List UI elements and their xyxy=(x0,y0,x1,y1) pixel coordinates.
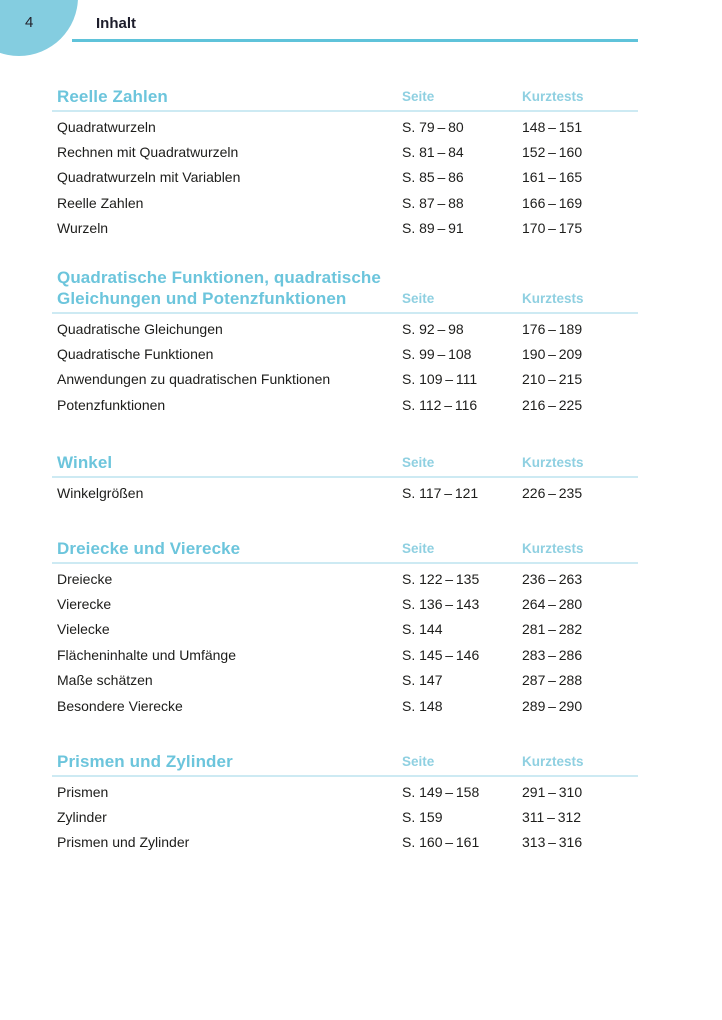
test-range: 166 – 169 xyxy=(522,194,583,211)
section-title: Quadratische Funktionen, quadratische Gleichungen und Potenzfunktionen xyxy=(57,268,381,308)
topic-label: Zylinder xyxy=(57,809,107,826)
page-range: S. 89 – 91 xyxy=(402,220,464,237)
page-range: S. 147 xyxy=(402,672,443,689)
page-column-header: Seite xyxy=(402,541,435,556)
page-range: S. 117 – 121 xyxy=(402,484,479,501)
tests-column-header: Kurztests xyxy=(522,754,584,769)
toc-section xyxy=(52,751,638,855)
toc-section xyxy=(52,538,638,718)
page-range: S. 112 – 116 xyxy=(402,396,478,413)
section-rows xyxy=(52,564,638,718)
page-number-circle xyxy=(0,0,78,56)
header-rule xyxy=(72,39,638,42)
test-range: 313 – 316 xyxy=(522,834,583,851)
toc-row xyxy=(52,668,638,693)
topic-label: Maße schätzen xyxy=(57,672,153,689)
page-range: S. 87 – 88 xyxy=(402,194,464,211)
topic-label: Winkelgrößen xyxy=(57,484,144,501)
page-title: Inhalt xyxy=(96,15,136,32)
toc-section xyxy=(52,86,638,241)
toc-row xyxy=(52,480,638,505)
toc-row xyxy=(52,642,638,667)
page-range: S. 122 – 135 xyxy=(402,570,480,587)
toc-row xyxy=(52,190,638,215)
test-range: 236 – 263 xyxy=(522,570,583,587)
test-range: 152 – 160 xyxy=(522,144,583,161)
topic-label: Reelle Zahlen xyxy=(57,194,144,211)
test-range: 291 – 310 xyxy=(522,783,583,800)
topic-label: Quadratische Gleichungen xyxy=(57,320,223,337)
test-range: 210 – 215 xyxy=(522,371,583,388)
section-header xyxy=(52,267,638,314)
page-column-header: Seite xyxy=(402,455,435,470)
section-title: Prismen und Zylinder xyxy=(57,752,233,771)
test-range: 176 – 189 xyxy=(522,320,583,337)
page-range: S. 79 – 80 xyxy=(402,118,464,135)
topic-label: Rechnen mit Quadratwurzeln xyxy=(57,144,239,161)
topic-label: Quadratwurzeln mit Variablen xyxy=(57,169,241,186)
toc-row xyxy=(52,617,638,642)
toc-row xyxy=(52,779,638,804)
toc-section xyxy=(52,452,638,505)
test-range: 226 – 235 xyxy=(522,484,583,501)
toc-row xyxy=(52,591,638,616)
toc-row xyxy=(52,367,638,392)
tests-column-header: Kurztests xyxy=(522,291,584,306)
test-range: 289 – 290 xyxy=(522,697,583,714)
topic-label: Potenzfunktionen xyxy=(57,396,166,413)
toc-row xyxy=(52,114,638,139)
tests-column-header: Kurztests xyxy=(522,89,584,104)
test-range: 161 – 165 xyxy=(522,169,583,186)
tests-column-header: Kurztests xyxy=(522,455,584,470)
section-header xyxy=(52,452,638,478)
test-range: 264 – 280 xyxy=(522,596,583,613)
topic-label: Quadratische Funktionen xyxy=(57,346,214,363)
topic-label: Vierecke xyxy=(57,596,112,613)
topic-label: Anwendungen zu quadratischen Funktionen xyxy=(57,371,331,388)
topic-label: Prismen xyxy=(57,783,109,800)
toc-row xyxy=(52,216,638,241)
page-range: S. 136 – 143 xyxy=(402,596,480,613)
page-number: 4 xyxy=(25,14,34,31)
test-range: 190 – 209 xyxy=(522,346,583,363)
page-range: S. 160 – 161 xyxy=(402,834,480,851)
toc-row xyxy=(52,139,638,164)
test-range: 216 – 225 xyxy=(522,396,583,413)
tests-column-header: Kurztests xyxy=(522,541,584,556)
page-range: S. 148 xyxy=(402,697,443,714)
section-title: Reelle Zahlen xyxy=(57,87,168,106)
page-column-header: Seite xyxy=(402,89,435,104)
section-header xyxy=(52,86,638,112)
toc-row xyxy=(52,693,638,718)
page-column-header: Seite xyxy=(402,291,435,306)
section-rows xyxy=(52,314,638,418)
section-rows xyxy=(52,777,638,855)
test-range: 170 – 175 xyxy=(522,220,583,237)
page-range: S. 92 – 98 xyxy=(402,320,464,337)
page-range: S. 85 – 86 xyxy=(402,169,464,186)
toc-row xyxy=(52,804,638,829)
section-header xyxy=(52,751,638,777)
page-range: S. 109 – 111 xyxy=(402,371,478,388)
section-header xyxy=(52,538,638,564)
toc-row xyxy=(52,341,638,366)
page-range: S. 145 – 146 xyxy=(402,646,480,663)
toc-row xyxy=(52,316,638,341)
topic-label: Wurzeln xyxy=(57,220,109,237)
page-range: S. 159 xyxy=(402,809,443,826)
topic-label: Dreiecke xyxy=(57,570,113,587)
page-column-header: Seite xyxy=(402,754,435,769)
topic-label: Besondere Vierecke xyxy=(57,697,183,714)
toc-row xyxy=(52,165,638,190)
toc-section xyxy=(52,267,638,418)
test-range: 311 – 312 xyxy=(522,809,582,826)
toc-row xyxy=(52,830,638,855)
test-range: 281 – 282 xyxy=(522,621,583,638)
page-range: S. 149 – 158 xyxy=(402,783,480,800)
test-range: 283 – 286 xyxy=(522,646,583,663)
page-range: S. 99 – 108 xyxy=(402,346,472,363)
test-range: 287 – 288 xyxy=(522,672,583,689)
toc-row xyxy=(52,392,638,417)
topic-label: Flächeninhalte und Umfänge xyxy=(57,646,237,663)
topic-label: Quadratwurzeln xyxy=(57,118,156,135)
topic-label: Prismen und Zylinder xyxy=(57,834,190,851)
section-rows xyxy=(52,478,638,505)
page-range: S. 81 – 84 xyxy=(402,144,464,161)
toc-row xyxy=(52,566,638,591)
page-range: S. 144 xyxy=(402,621,443,638)
topic-label: Vielecke xyxy=(57,621,110,638)
section-title: Winkel xyxy=(57,453,113,472)
section-rows xyxy=(52,112,638,241)
section-title: Dreiecke und Vierecke xyxy=(57,539,241,558)
test-range: 148 – 151 xyxy=(522,118,583,135)
